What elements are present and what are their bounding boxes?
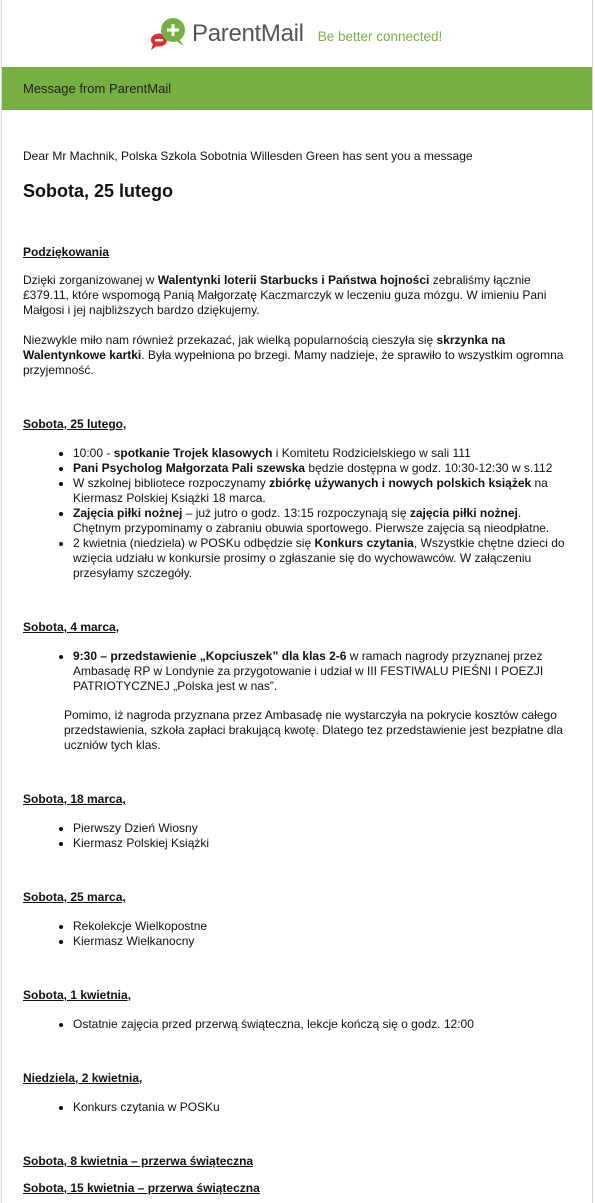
- list-item: [73, 506, 568, 536]
- list-item: [73, 536, 568, 581]
- thanks-paragraph-2: [23, 333, 568, 378]
- list-item: • Kiermasz Polskiej Książki: [73, 836, 568, 851]
- section-heading-apr8: Sobota, 8 kwietnia – przerwa świąteczna: [23, 1154, 254, 1168]
- bold-run: Zajęcia piłki nożnej: [73, 506, 183, 520]
- section-heading-mar4: Sobota, 4 marca,: [23, 620, 120, 634]
- email-frame: [1, 0, 593, 1203]
- thanks-paragraph-1: [23, 273, 568, 318]
- text-run: – już jutro o godz. 13:15 rozpoczynają się: [182, 506, 410, 520]
- logo-bubbles-icon: [148, 16, 190, 52]
- list-item: • Rekolekcje Wielkopostne: [73, 919, 568, 934]
- bold-run: zajęcia piłki nożnej: [409, 506, 518, 520]
- list-item: [73, 476, 568, 506]
- feb25-list: [23, 446, 568, 581]
- mar4-note: Pomimo, iż nagroda przyznana przez Ambasadę nie wystarczyła na pokrycie kosztów całego przedstawienia, szkoła zapłaci brakującą kwotę. Dlatego tez przedstawienie jest bezpłatne dla uczniów tych klas.: [64, 708, 563, 752]
- message-title: Sobota, 25 lutego: [23, 181, 174, 201]
- mar18-list: [23, 821, 568, 851]
- bold-run: skrzynka na Walentynkowe kartki: [23, 333, 506, 362]
- list-item: [73, 649, 568, 694]
- apr1-list: [23, 1017, 568, 1032]
- message-banner: [2, 67, 592, 110]
- apr2-list: [23, 1100, 568, 1115]
- section-heading-apr2: Niedziela, 2 kwietnia,: [23, 1071, 143, 1085]
- text-run: 2 kwietnia (niedziela) w POSKu odbędzie się: [73, 536, 315, 550]
- list-item: [73, 461, 568, 476]
- message-body: [23, 140, 568, 1196]
- list-item: • Ostatnie zajęcia przed przerwą świąteczna, lekcje kończą się o godz. 12:00: [73, 1017, 568, 1032]
- list-item: [73, 446, 568, 461]
- text-run: i Komitetu Rodzicielskiego w sali 111: [272, 446, 471, 460]
- list-item: • Kiermasz Wielkanocny: [73, 934, 568, 949]
- parentmail-logo: [148, 16, 442, 52]
- section-heading-mar18: Sobota, 18 marca,: [23, 792, 126, 806]
- bold-run: Pani Psycholog Małgorzata Pali szewska: [73, 461, 306, 475]
- text-run: Niezwykle miło nam również przekazać, jak wielką popularnością cieszyła się: [23, 333, 437, 347]
- text-run: , Wszystkie chętne dzieci do wzięcia udziału w konkursie prosimy o zgłaszanie się do wychowawców. W załączeniu przesyłamy szczegóły.: [73, 536, 565, 580]
- banner-text: Message from ParentMail: [23, 81, 172, 96]
- text-run: w ramach nagrody przyznanej przez Ambasadę RP w Londynie za przygotowanie i udział w III FESTIWALU PIEŚNI I POEZJI PATRIOTYCZNEJ „Polska jest w nas”.: [73, 649, 544, 693]
- text-run: 10:00 -: [73, 446, 114, 460]
- text-run: . Chętnym przypominamy o zabraniu obuwia sportowego. Pierwsze zajęcia są nieodpłatne.: [73, 506, 550, 535]
- section-heading-feb25: Sobota, 25 lutego,: [23, 417, 127, 431]
- text-run: na Kiermasz Polskiej Książki 18 marca.: [73, 476, 548, 505]
- section-heading-apr1: Sobota, 1 kwietnia,: [23, 988, 132, 1002]
- section-heading-mar25: Sobota, 25 marca,: [23, 890, 126, 904]
- text-run: W szkolnej bibliotece rozpoczynamy: [73, 476, 270, 490]
- section-heading-thanks: Podziękowania: [23, 245, 110, 259]
- list-item: • Konkurs czytania w POSKu: [73, 1100, 568, 1115]
- bold-run: zbiórkę używanych i nowych polskich książek: [269, 476, 532, 490]
- bold-run: Walentynki loterii Starbucks i Państwa hojności: [157, 273, 430, 287]
- mar4-list: [23, 649, 568, 694]
- logo-wordmark: ParentMail: [192, 20, 304, 47]
- greeting: Dear Mr Machnik, Polska Szkola Sobotnia Willesden Green has sent you a message: [23, 149, 473, 163]
- text-run: . Była wypełniona po brzegi. Mamy nadzieje, że sprawiło to wszystkim ogromna przyjemność.: [23, 348, 564, 377]
- bold-run: Konkurs czytania: [314, 536, 414, 550]
- text-run: będzie dostępna w godz. 10:30-12:30 w s.112: [305, 461, 553, 475]
- text-run: zebraliśmy łącznie £379.11, które wspomogą Panią Małgorzatę Kaczmarczyk w leczeniu guza mózgu. W imieniu Pani Małgosi i jej najbliższych bardzo dziękujemy.: [23, 273, 547, 317]
- list-item: • Pierwszy Dzień Wiosny: [73, 821, 568, 836]
- bold-run: spotkanie Trojek klasowych: [113, 446, 273, 460]
- section-heading-apr15: Sobota, 15 kwietnia – przerwa świąteczna: [23, 1181, 260, 1195]
- mar25-list: [23, 919, 568, 949]
- logo-tagline: Be better connected!: [317, 29, 443, 44]
- text-run: Dzięki zorganizowanej w: [23, 273, 158, 287]
- email-header: [2, 0, 592, 67]
- bold-run: 9:30 – przedstawienie „Kopciuszek” dla klas 2-6: [73, 649, 347, 663]
